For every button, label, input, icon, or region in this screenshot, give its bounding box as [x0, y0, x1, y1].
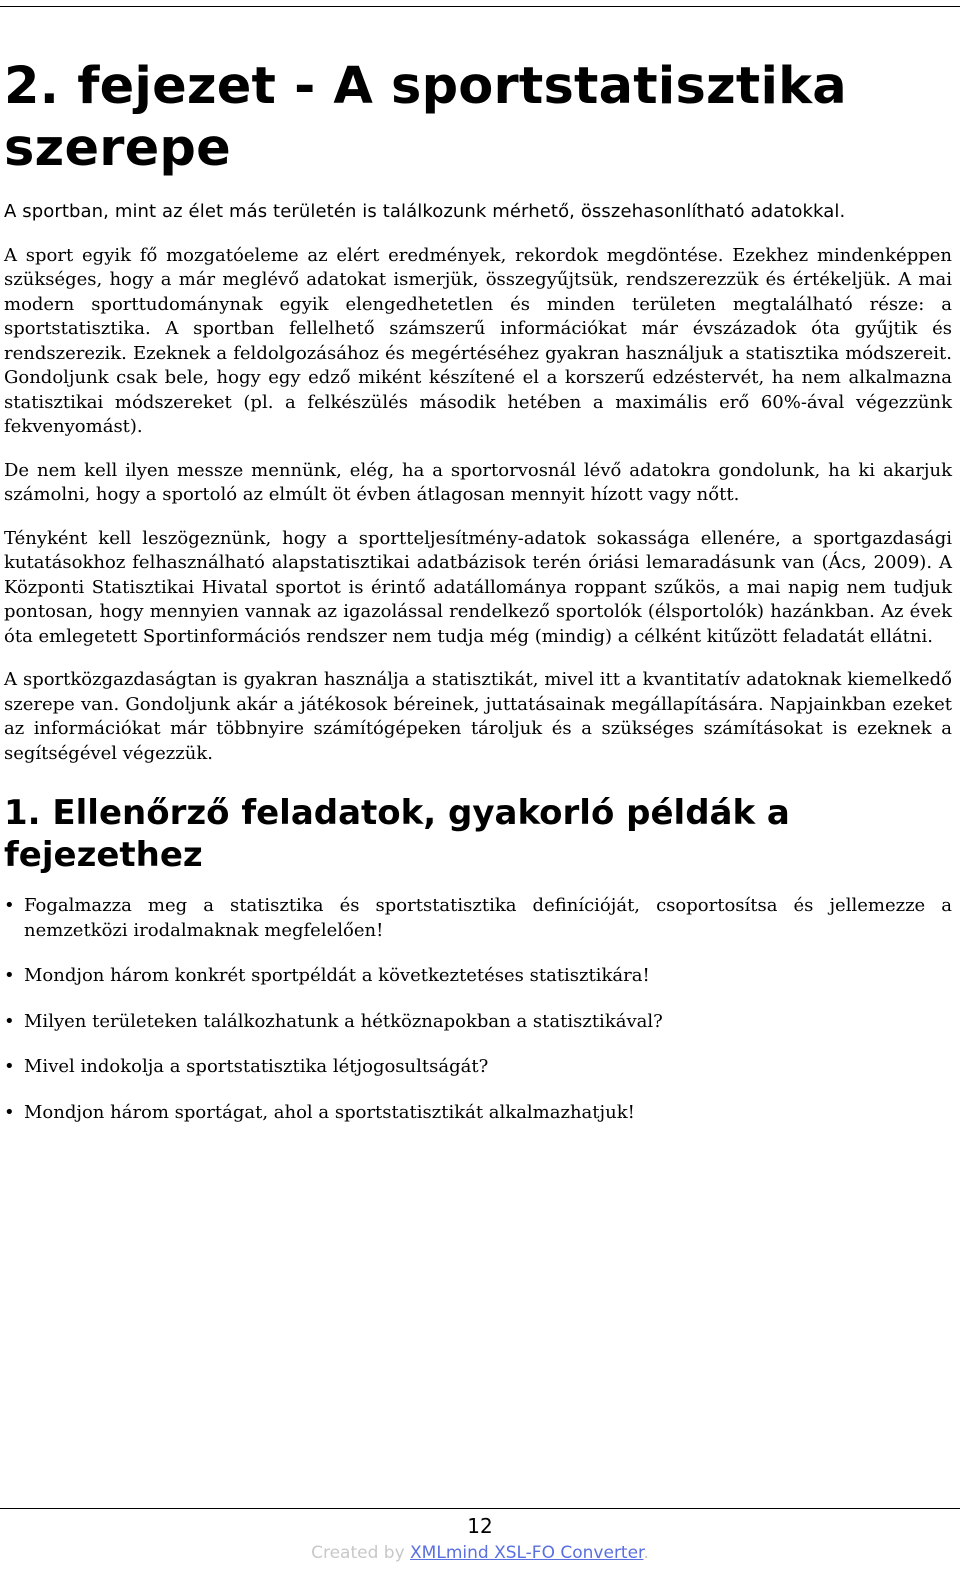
list-item: [4, 894, 952, 943]
exercise-text: Milyen területeken találkozhatunk a hétköznapokban a statisztikával?: [24, 1010, 663, 1032]
footer-rule: [0, 1508, 960, 1509]
list-item: [4, 964, 952, 989]
bullet-icon: •: [4, 895, 15, 916]
bullet-icon: •: [4, 965, 15, 986]
created-by-text: Created by: [311, 1543, 411, 1563]
converter-link[interactable]: XMLmind XSL-FO Converter: [410, 1543, 644, 1563]
list-item: [4, 1055, 952, 1080]
paragraph-sports-economics: A sportközgazdaságtan is gyakran használja a statisztikát, mivel itt a kvantitatív adatoknak kiemelkedő szerepe van. Gondoljunk akár a játékosok béreinek, juttatásainak megállapítására. Napjainkban ezeket az információkat már többnyire számítógépeken tároljuk és a szükséges számításokat is ezeknek a segítségével végezzük.: [4, 669, 952, 764]
exercise-text: Fogalmazza meg a statisztika és sportstatisztika definícióját, csoportosítsa és jellemezze a nemzetközi irodalmaknak megfelelően!: [24, 895, 952, 941]
bullet-icon: •: [4, 1056, 15, 1077]
list-item: [4, 1101, 952, 1126]
section-title: 1. Ellenőrző feladatok, gyakorló példák a fejezethez: [4, 793, 790, 875]
header-rule: [0, 6, 960, 7]
paragraph-databases: Tényként kell leszögeznünk, hogy a sportteljesítmény-adatok sokassága ellenére, a sportgazdasági kutatásokhoz felhasználható alapstatisztikai adatbázisok terén óriási lemaradásunk van (Ács, 2009). A Központi Statisztikai Hivatal sportot is érintő adatállománya roppant szűkös, a mai napig nem tudjuk pontosan, hogy mennyien vannak az igazolással rendelkező sportolók (élsportolók) hazánkban. Az évek óta emlegetett Sportinformációs rendszer nem tudja még (mindig) a célként kitűzött feladatát ellátni.: [4, 527, 952, 647]
footer-credit: [0, 1541, 960, 1565]
paragraph-sports-doctor: De nem kell ilyen messze mennünk, elég, ha a sportorvosnál lévő adatokra gondolunk, ha ki akarjuk számolni, hogy a sportoló az elmúlt öt évben átlagosan mennyit hízott vagy nőtt.: [4, 459, 952, 505]
footer-trailing: .: [643, 1543, 649, 1563]
exercise-text: Mondjon három sportágat, ahol a sportstatisztikát alkalmazhatjuk!: [24, 1101, 635, 1123]
paragraph-intro: A sportban, mint az élet más területén is találkozunk mérhető, összehasonlítható adatokkal.: [4, 201, 846, 222]
page-number: 12: [467, 1514, 493, 1538]
exercise-text: Mondjon három konkrét sportpéldát a következtetéses statisztikára!: [24, 965, 650, 986]
paragraph-records: A sport egyik fő mozgatóeleme az elért eredmények, rekordok megdöntése. Ezekhez mindenképpen szükséges, hogy a már meglévő adatokat ismerjük, összegyűjtsük, rendszerezzük és értékeljük. A mai modern sporttudománynak egyik elengedhetetlen és minden területen megtalálható része: a sportstatisztika. A sportban fellelhető számszerű információkat már évszázadok óta gyűjtik és rendszerezik. Ezeknek a feldolgozásához és megértéséhez gyakran használjuk a statisztika módszereit. Gondoljunk csak bele, hogy egy edző miként készítené el a korszerű edzéstervét, ha nem alkalmazna statisztikai módszereket (pl. a felkészülés második hetében a maximális erő 60%-ával végezzünk fekvenyomást).: [4, 244, 952, 437]
page-content: [4, 56, 952, 1146]
chapter-title: 2. fejezet - A sportstatisztika szerepe: [4, 57, 847, 178]
list-item: [4, 1010, 952, 1035]
exercise-list: [4, 894, 952, 1125]
bullet-icon: •: [4, 1101, 15, 1123]
exercise-text: Mivel indokolja a sportstatisztika létjogosultságát?: [24, 1056, 489, 1077]
bullet-icon: •: [4, 1010, 15, 1032]
